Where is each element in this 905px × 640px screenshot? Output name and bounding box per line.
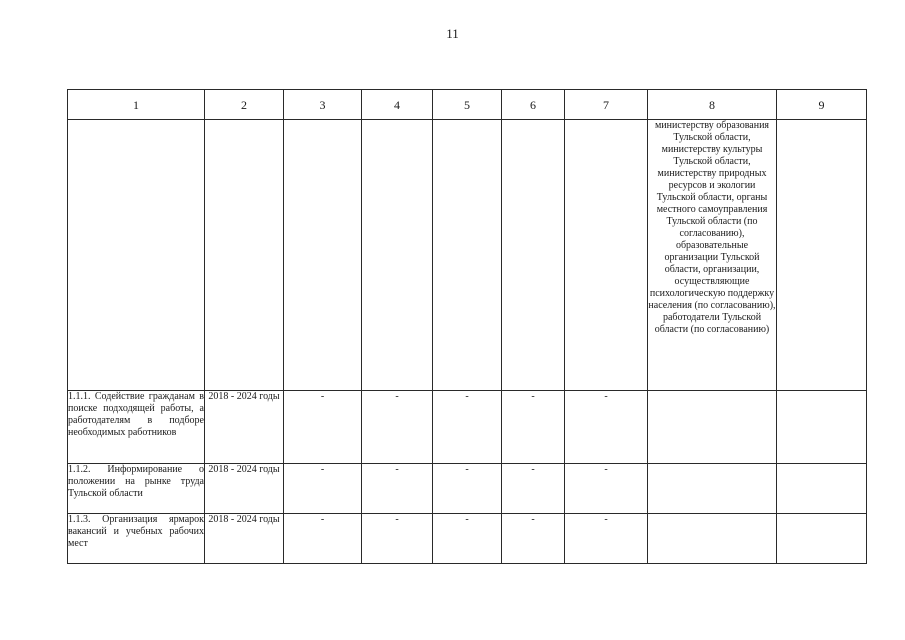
activity-cell: 1.1.2. Информирование о положении на рынке труда Тульской области [68, 464, 205, 514]
table-row [68, 120, 867, 391]
value-cell: - [284, 464, 362, 514]
table-cell [648, 514, 777, 564]
activity-cell: 1.1.3. Организация ярмарок вакансий и учебных рабочих мест [68, 514, 205, 564]
program-table [67, 89, 867, 564]
value-cell: - [362, 514, 433, 564]
table-cell [205, 120, 284, 391]
header-cell: 5 [433, 90, 502, 120]
value-cell: - [565, 514, 648, 564]
page-number: 11 [446, 26, 459, 41]
header-cell: 1 [68, 90, 205, 120]
table-cell [68, 120, 205, 391]
value-cell: - [502, 514, 565, 564]
table-cell [565, 120, 648, 391]
header-cell: 7 [565, 90, 648, 120]
value-cell: - [433, 464, 502, 514]
header-cell: 6 [502, 90, 565, 120]
activity-cell: 1.1.1. Содействие гражданам в поиске подходящей работы, а работодателям в подборе необходимых работников [68, 391, 205, 464]
period-cell: 2018 - 2024 годы [205, 514, 284, 564]
value-cell: - [284, 391, 362, 464]
value-cell: - [565, 464, 648, 514]
table-row [68, 514, 867, 564]
header-cell: 9 [777, 90, 867, 120]
value-cell: - [502, 391, 565, 464]
value-cell: - [362, 391, 433, 464]
executors-cell: министерству образования Тульской области, министерству культуры Тульской области, министерству природных ресурсов и экологии Тульской области, органы местного самоуправления Тульской области (по согласованию), образовательные организации Тульской области, организации, осуществляющие психологическую поддержку населения (по согласованию), работодатели Тульской области (по согласованию) [648, 120, 777, 391]
table-cell [648, 391, 777, 464]
table-cell [648, 464, 777, 514]
header-cell: 4 [362, 90, 433, 120]
period-cell: 2018 - 2024 годы [205, 464, 284, 514]
table-cell [777, 514, 867, 564]
table-cell [777, 464, 867, 514]
value-cell: - [502, 464, 565, 514]
table-cell [777, 391, 867, 464]
table-cell [502, 120, 565, 391]
value-cell: - [433, 514, 502, 564]
table-cell [777, 120, 867, 391]
header-cell: 2 [205, 90, 284, 120]
table-row [68, 464, 867, 514]
value-cell: - [284, 514, 362, 564]
table-cell [433, 120, 502, 391]
value-cell: - [362, 464, 433, 514]
table-cell [284, 120, 362, 391]
period-cell: 2018 - 2024 годы [205, 391, 284, 464]
value-cell: - [565, 391, 648, 464]
header-row [68, 90, 867, 120]
table-cell [362, 120, 433, 391]
header-cell: 3 [284, 90, 362, 120]
value-cell: - [433, 391, 502, 464]
table-row [68, 391, 867, 464]
header-cell: 8 [648, 90, 777, 120]
